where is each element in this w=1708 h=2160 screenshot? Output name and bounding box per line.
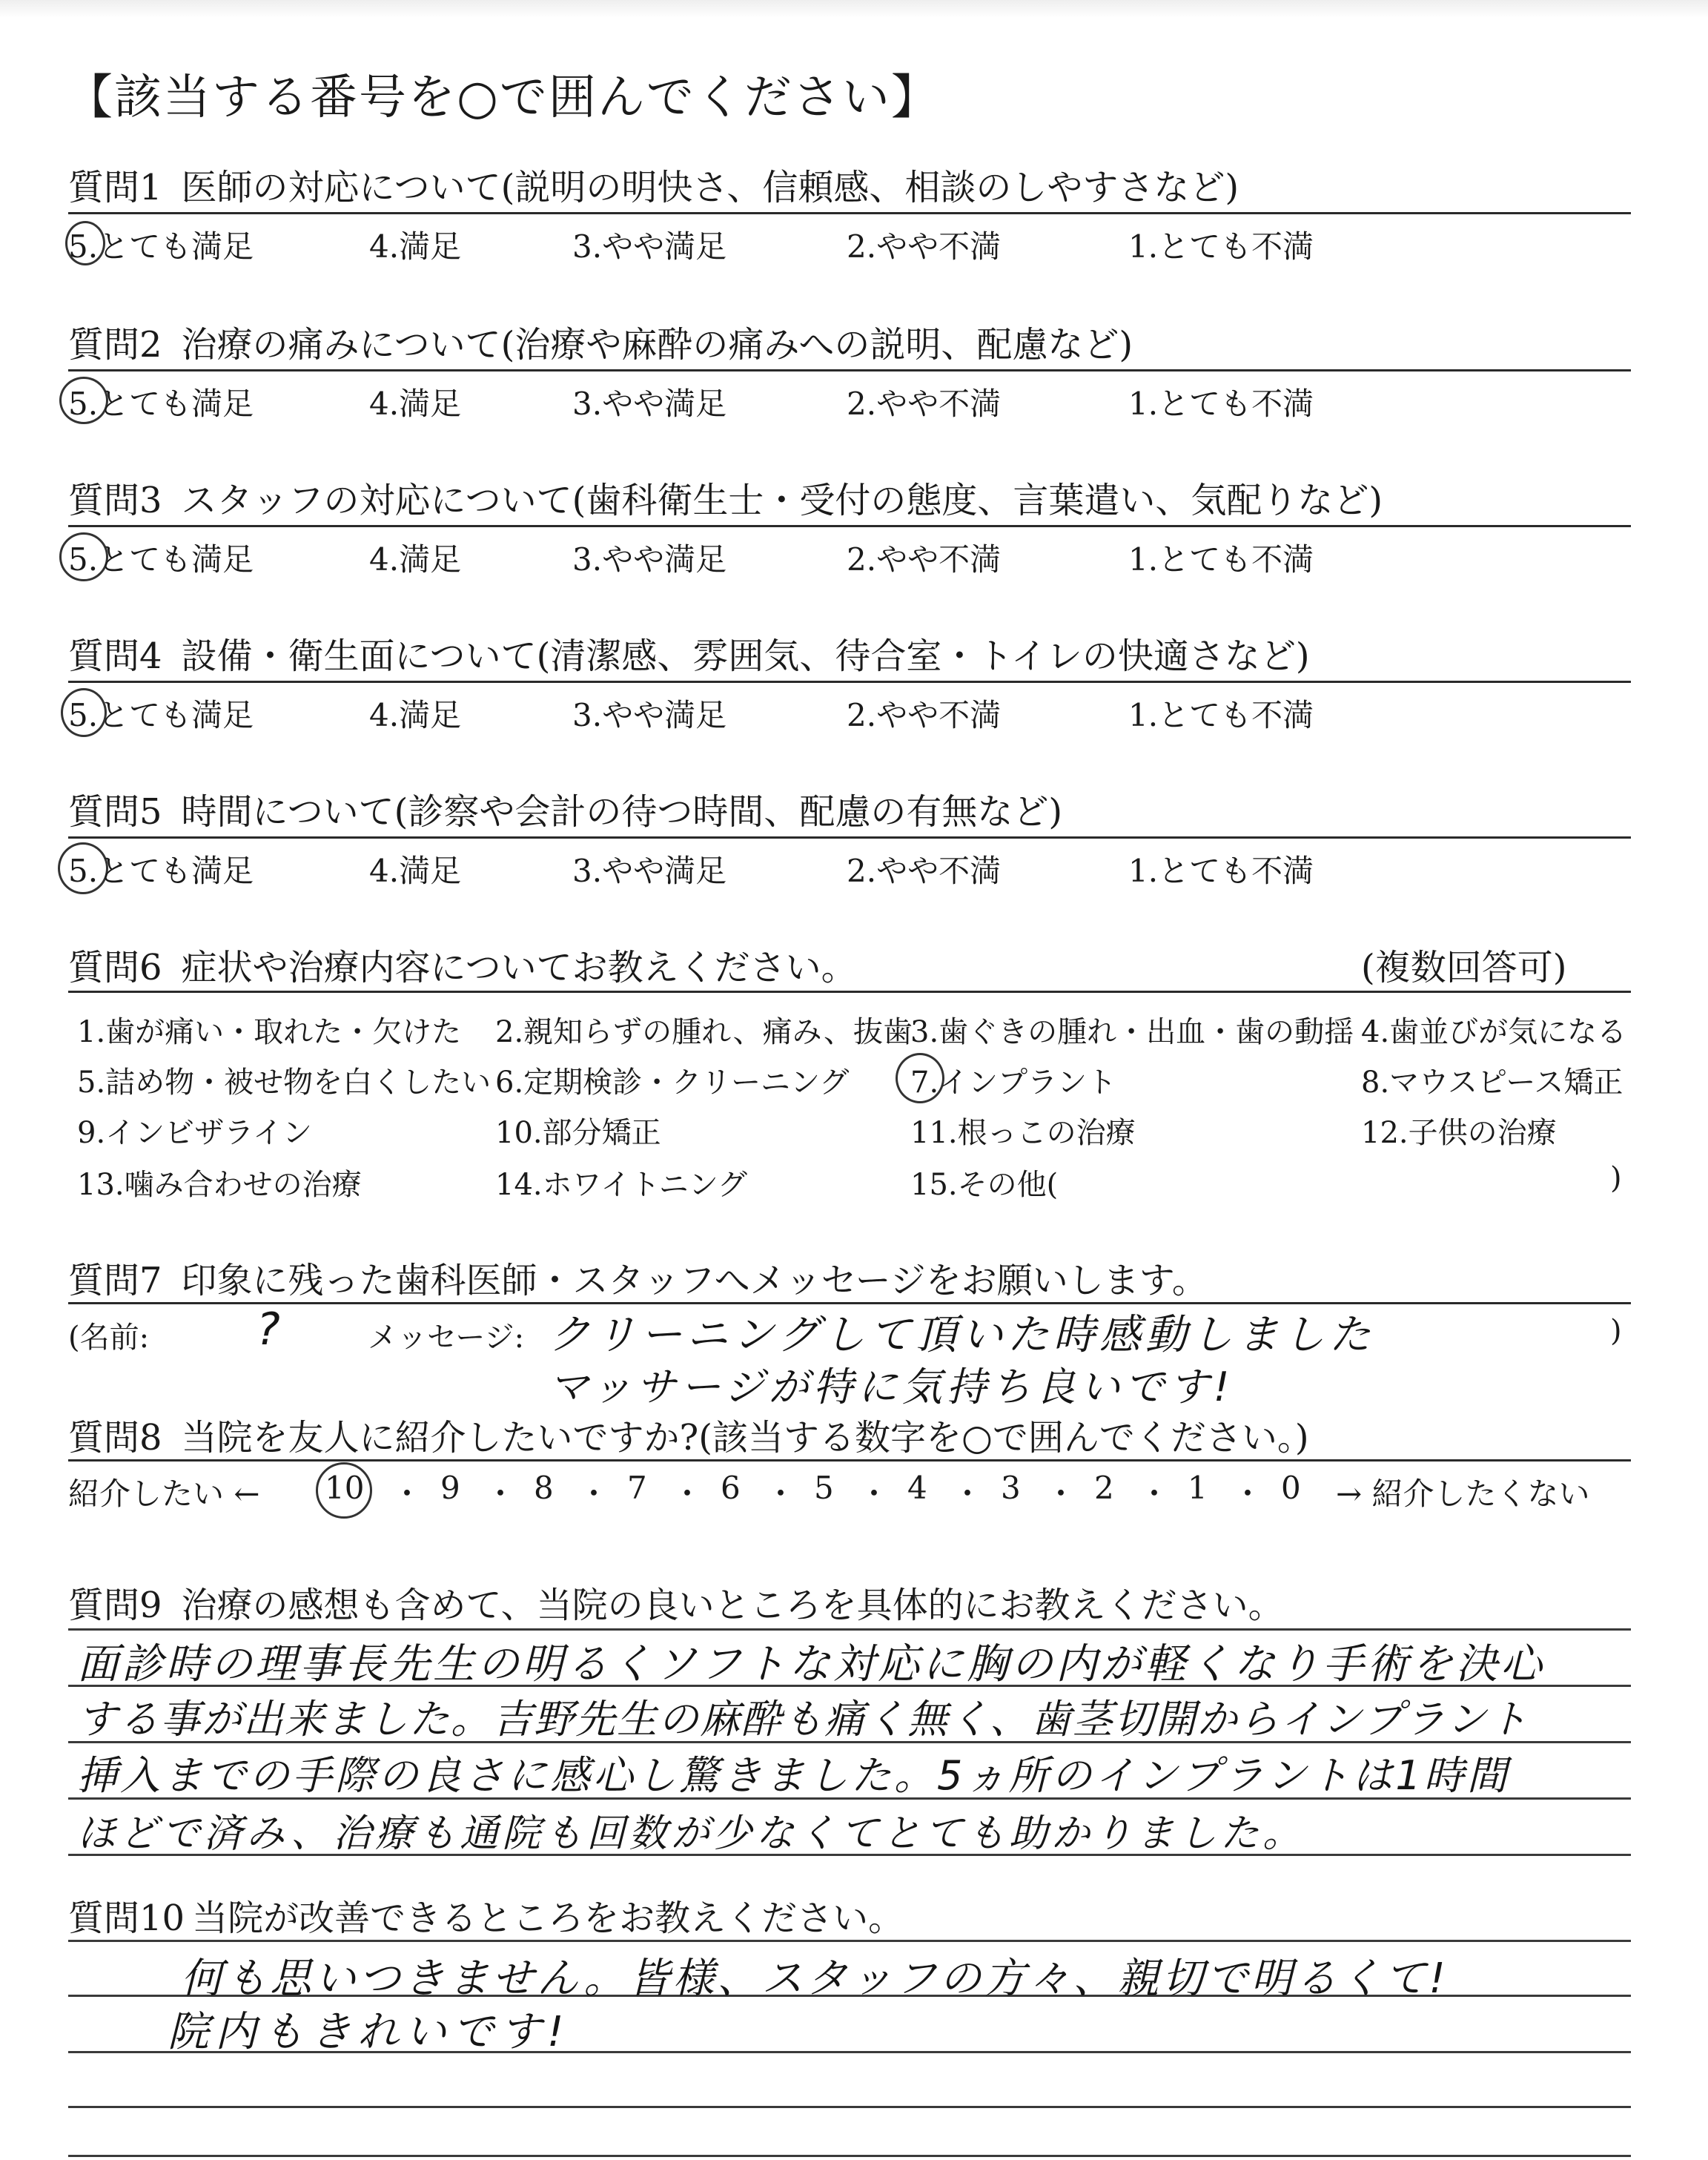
q6-item-15-close: ) (1610, 1161, 1622, 1195)
q6-item-14[interactable]: 14.ホワイトニング (495, 1168, 748, 1202)
scale-9[interactable]: 9 (440, 1470, 460, 1506)
option-1[interactable]: 1.とても不満 (1128, 853, 1314, 889)
scale-2[interactable]: 2 (1094, 1470, 1114, 1506)
q6-item-2[interactable]: 2.親知らずの腫れ、痛み、抜歯 (495, 1015, 913, 1049)
question-rule (68, 681, 1631, 683)
option-2[interactable]: 2.やや不満 (847, 697, 1002, 733)
option-1[interactable]: 1.とても不満 (1128, 386, 1314, 422)
question-number: 質問10 (68, 1898, 185, 1939)
question-text: 時間について(診察や会計の待つ時間、配慮の有無など) (181, 791, 1063, 833)
option-4[interactable]: 4.満足 (369, 697, 462, 733)
writing-line (68, 2106, 1631, 2108)
scale-dot: ・ (485, 1476, 517, 1512)
option-5[interactable]: 5.とても満足 (68, 697, 254, 733)
question-rule (68, 836, 1631, 839)
answer-line-1[interactable]: 面診時の理事長先生の明るくソフトな対応に胸の内が軽くなり手術を決心 (77, 1640, 1545, 1688)
question-text: 治療の感想も含めて、当院の良いところを具体的にお教えください。 (181, 1585, 1284, 1626)
question-number: 質問2 (68, 324, 162, 366)
question-text: 当院が改善できるところをお教えください。 (192, 1898, 904, 1939)
option-3[interactable]: 3.やや満足 (572, 697, 727, 733)
message-line-2[interactable]: マッサージが特に気持ち良いです! (549, 1364, 1234, 1410)
scale-10[interactable]: 10 (325, 1470, 365, 1506)
q6-item-8[interactable]: 8.マウスピース矯正 (1361, 1066, 1623, 1100)
recommend-right-label: → 紹介したくない (1336, 1476, 1590, 1512)
scan-edge (0, 0, 1708, 18)
scale-dot: ・ (578, 1476, 610, 1512)
message-close: ) (1610, 1314, 1622, 1348)
scale-dot: ・ (1232, 1476, 1264, 1512)
q6-item-11[interactable]: 11.根っこの治療 (910, 1116, 1136, 1150)
scale-3[interactable]: 3 (1001, 1470, 1021, 1506)
name-label: (名前: (68, 1321, 150, 1355)
scale-dot: ・ (858, 1476, 890, 1512)
q6-item-5[interactable]: 5.詰め物・被せ物を白くしたい (77, 1066, 491, 1100)
question-rule (68, 212, 1631, 214)
multiple-answer-note: (複数回答可) (1361, 947, 1567, 988)
scale-dot: ・ (952, 1476, 984, 1512)
option-4[interactable]: 4.満足 (369, 386, 462, 422)
writing-line (68, 1628, 1631, 1631)
scale-dot: ・ (1139, 1476, 1171, 1512)
question-title (68, 783, 1062, 834)
q6-item-13[interactable]: 13.噛み合わせの治療 (77, 1168, 362, 1202)
q6-item-10[interactable]: 10.部分矯正 (495, 1116, 661, 1150)
name-value[interactable]: ? (256, 1304, 285, 1355)
answer-line-3[interactable]: 挿入までの手際の良さに感心し驚きました。5ヵ所のインプラントは1時間 (77, 1752, 1510, 1799)
q6-item-9[interactable]: 9.インビザライン (77, 1116, 312, 1150)
question-title (68, 939, 857, 990)
scale-dot: ・ (1045, 1476, 1077, 1512)
question-number: 質問4 (68, 635, 162, 677)
option-5[interactable]: 5.とても満足 (68, 386, 254, 422)
writing-line (68, 2155, 1631, 2157)
scale-5[interactable]: 5 (814, 1470, 834, 1506)
option-1[interactable]: 1.とても不満 (1128, 228, 1314, 265)
question-text: 設備・衛生面について(清潔感、雰囲気、待合室・トイレの快適さなど) (181, 635, 1310, 677)
scale-7[interactable]: 7 (627, 1470, 647, 1506)
option-2[interactable]: 2.やや不満 (847, 386, 1002, 422)
question-text: 症状や治療内容についてお教えください。 (181, 947, 857, 988)
answer-line-1[interactable]: 何も思いつきません。皆様、スタッフの方々、親切で明るくて! (181, 1955, 1449, 2003)
question-title (68, 1576, 1284, 1628)
q6-item-1[interactable]: 1.歯が痛い・取れた・欠けた (77, 1015, 462, 1049)
question-title (68, 1252, 1208, 1303)
q6-item-4[interactable]: 4.歯並びが気になる (1361, 1015, 1627, 1049)
question-title (68, 159, 1239, 210)
option-1[interactable]: 1.とても不満 (1128, 541, 1314, 578)
option-4[interactable]: 4.満足 (369, 853, 462, 889)
answer-line-2[interactable]: 院内もきれいです! (168, 2008, 570, 2056)
question-title (68, 1409, 1309, 1460)
scale-8[interactable]: 8 (534, 1470, 554, 1506)
option-5[interactable]: 5.とても満足 (68, 853, 254, 889)
scale-6[interactable]: 6 (721, 1470, 741, 1506)
scale-4[interactable]: 4 (907, 1470, 927, 1506)
question-number: 質問7 (68, 1260, 162, 1301)
option-2[interactable]: 2.やや不満 (847, 228, 1002, 265)
option-4[interactable]: 4.満足 (369, 541, 462, 578)
question-title (68, 1889, 904, 1941)
question-rule (68, 525, 1631, 527)
option-3[interactable]: 3.やや満足 (572, 853, 727, 889)
scale-0[interactable]: 0 (1281, 1470, 1301, 1506)
q6-item-6[interactable]: 6.定期検診・クリーニング (495, 1066, 850, 1100)
form-title: 【該当する番号を○で囲んでください】 (65, 70, 940, 125)
question-text: 治療の痛みについて(治療や麻酔の痛みへの説明、配慮など) (181, 324, 1133, 366)
answer-line-2[interactable]: する事が出来ました。吉野先生の麻酔も痛く無く、歯茎切開からインプラント (77, 1696, 1529, 1743)
question-text: スタッフの対応について(歯科衛生士・受付の態度、言葉遣い、気配りなど) (181, 480, 1383, 521)
option-5[interactable]: 5.とても満足 (68, 541, 254, 578)
option-3[interactable]: 3.やや満足 (572, 386, 727, 422)
question-title (68, 627, 1310, 678)
recommend-left-label: 紹介したい ← (68, 1476, 260, 1512)
option-2[interactable]: 2.やや不満 (847, 541, 1002, 578)
question-text: 当院を友人に紹介したいですか?(該当する数字を○で囲んでください。) (181, 1417, 1309, 1459)
question-number: 質問1 (68, 167, 162, 208)
scale-dot: ・ (765, 1476, 797, 1512)
question-number: 質問8 (68, 1417, 162, 1459)
scale-1[interactable]: 1 (1188, 1470, 1208, 1506)
question-number: 質問6 (68, 947, 162, 988)
scale-dot: ・ (672, 1476, 704, 1512)
option-1[interactable]: 1.とても不満 (1128, 697, 1314, 733)
question-title (68, 316, 1133, 367)
question-number: 質問5 (68, 791, 162, 833)
writing-line (68, 1940, 1631, 1942)
option-2[interactable]: 2.やや不満 (847, 853, 1002, 889)
answer-line-4[interactable]: ほどで済み、治療も通院も回数が少なくてとても助かりました。 (77, 1811, 1305, 1856)
message-label: メッセージ: (368, 1321, 525, 1355)
question-rule (68, 369, 1631, 371)
question-rule (68, 1459, 1631, 1462)
option-4[interactable]: 4.満足 (369, 228, 462, 265)
question-text: 医師の対応について(説明の明快さ、信頼感、相談のしやすさなど) (181, 167, 1239, 208)
q6-item-12[interactable]: 12.子供の治療 (1361, 1116, 1557, 1150)
message-line-1[interactable]: クリーニングして頂いた時感動しました (549, 1311, 1375, 1359)
q6-item-3[interactable]: 3.歯ぐきの腫れ・出血・歯の動揺 (910, 1015, 1354, 1049)
question-title (68, 472, 1383, 523)
q6-item-7[interactable]: 7.インプラント (910, 1066, 1117, 1100)
option-5[interactable]: 5.とても満足 (68, 228, 254, 265)
option-3[interactable]: 3.やや満足 (572, 541, 727, 578)
option-3[interactable]: 3.やや満足 (572, 228, 727, 265)
question-text: 印象に残った歯科医師・スタッフへメッセージをお願いします。 (181, 1260, 1208, 1301)
scale-dot: ・ (391, 1476, 423, 1512)
q6-item-15[interactable]: 15.その他( (910, 1168, 1059, 1202)
question-number: 質問3 (68, 480, 162, 521)
question-rule (68, 991, 1631, 993)
question-number: 質問9 (68, 1585, 162, 1626)
